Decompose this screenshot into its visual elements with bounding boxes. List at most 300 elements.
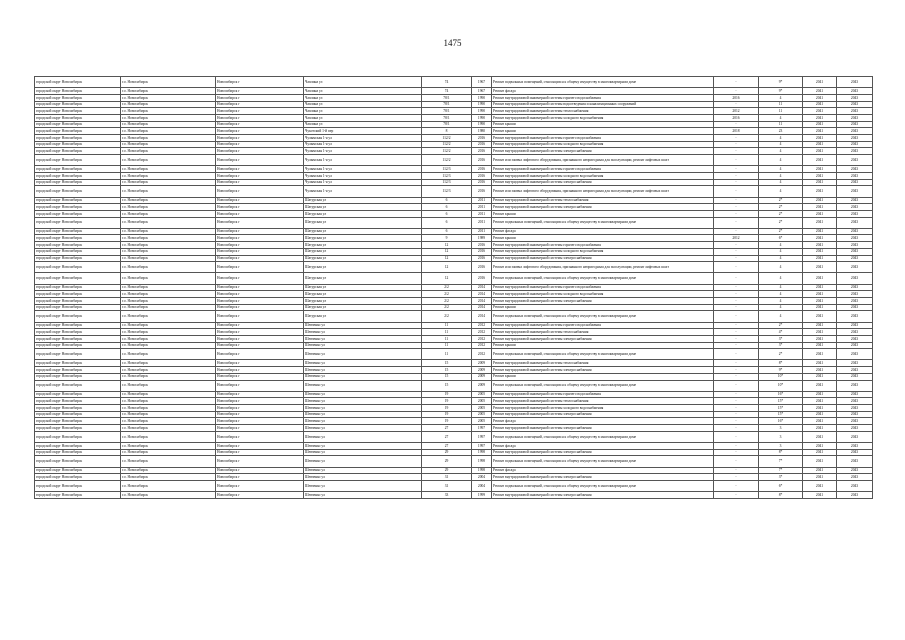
house-number-cell: 112/2 [422, 155, 472, 166]
work-type-cell: Ремонт внутридомовой инженерной системы электроснабжения [492, 179, 714, 186]
district-cell: городской округ Новосибирск [35, 284, 121, 291]
city-district-cell: г.о. Новосибирск [121, 255, 216, 262]
district-cell: городской округ Новосибирск [35, 235, 121, 242]
city-district-cell: г.о. Новосибирск [121, 179, 216, 186]
year-built-cell: 1967 [472, 77, 492, 88]
city-district-cell: г.о. Новосибирск [121, 322, 216, 329]
street-cell: Шевченко ул [304, 342, 422, 349]
settlement-cell: Новосибирск г [216, 360, 304, 367]
street-cell: Шатурская ул [304, 304, 422, 311]
last-repair-year-cell: 2012 [714, 235, 759, 242]
settlement-cell: Новосибирск г [216, 128, 304, 135]
district-cell: городской округ Новосибирск [35, 101, 121, 108]
plan-start-cell: 2041 [803, 197, 837, 204]
year-built-cell: 2009 [472, 380, 492, 391]
work-type-cell: Ремонт внутридомовой инженерной системы электроснабжения [492, 492, 714, 499]
house-number-cell: 11 [422, 329, 472, 336]
plan-end-cell: 2043 [837, 360, 873, 367]
year-built-cell: 2011 [472, 228, 492, 235]
plan-start-cell: 2041 [803, 329, 837, 336]
work-type-cell: Ремонт подвальных помещений, относящихся к общему имуществу в многоквартирном доме [492, 273, 714, 284]
settlement-cell: Новосибирск г [216, 329, 304, 336]
wear-cell: 4 [759, 166, 803, 173]
district-cell: городской округ Новосибирск [35, 94, 121, 101]
district-cell: городской округ Новосибирск [35, 204, 121, 211]
street-cell: Чаплина ул [304, 94, 422, 101]
settlement-cell: Новосибирск г [216, 456, 304, 467]
district-cell: городской округ Новосибирск [35, 141, 121, 148]
settlement-cell: Новосибирск г [216, 248, 304, 255]
settlement-cell: Новосибирск г [216, 135, 304, 142]
wear-cell: 4 [759, 155, 803, 166]
year-built-cell: 2016 [472, 148, 492, 155]
year-built-cell: 1999 [472, 492, 492, 499]
plan-end-cell: 2043 [837, 242, 873, 249]
plan-start-cell: 2041 [803, 456, 837, 467]
plan-end-cell: 2043 [837, 398, 873, 405]
last-repair-year-cell: - [714, 217, 759, 228]
plan-start-cell: 2041 [803, 101, 837, 108]
work-type-cell: Ремонт крыши [492, 210, 714, 217]
city-district-cell: г.о. Новосибирск [121, 467, 216, 474]
settlement-cell: Новосибирск г [216, 342, 304, 349]
plan-end-cell: 2043 [837, 474, 873, 481]
table-row [35, 398, 873, 405]
settlement-cell: Новосибирск г [216, 425, 304, 432]
street-cell: Шевченко ул [304, 380, 422, 391]
work-type-cell: Ремонт внутридомовой инженерной системы теплоснабжения [492, 398, 714, 405]
street-cell: Шатурская ул [304, 204, 422, 211]
work-type-cell: Ремонт крыши [492, 235, 714, 242]
city-district-cell: г.о. Новосибирск [121, 210, 216, 217]
year-built-cell: 2011 [472, 217, 492, 228]
city-district-cell: г.о. Новосибирск [121, 101, 216, 108]
settlement-cell: Новосибирск г [216, 449, 304, 456]
plan-end-cell: 2043 [837, 467, 873, 474]
district-cell: городской округ Новосибирск [35, 456, 121, 467]
page-number: 1475 [443, 38, 462, 48]
plan-start-cell: 2041 [803, 342, 837, 349]
street-cell: Шатурская ул [304, 217, 422, 228]
settlement-cell: Новосибирск г [216, 228, 304, 235]
district-cell: городской округ Новосибирск [35, 248, 121, 255]
settlement-cell: Новосибирск г [216, 242, 304, 249]
year-built-cell: 2014 [472, 311, 492, 322]
city-district-cell: г.о. Новосибирск [121, 474, 216, 481]
year-built-cell: 1990 [472, 108, 492, 115]
settlement-cell: Новосибирск г [216, 380, 304, 391]
plan-start-cell: 2041 [803, 248, 837, 255]
settlement-cell: Новосибирск г [216, 273, 304, 284]
last-repair-year-cell: - [714, 255, 759, 262]
plan-end-cell: 2043 [837, 108, 873, 115]
plan-end-cell: 2043 [837, 179, 873, 186]
street-cell: Шевченко ул [304, 398, 422, 405]
plan-start-cell: 2041 [803, 411, 837, 418]
plan-start-cell: 2041 [803, 128, 837, 135]
year-built-cell: 1990 [472, 114, 492, 121]
plan-start-cell: 2041 [803, 148, 837, 155]
table-row [35, 360, 873, 367]
city-district-cell: г.о. Новосибирск [121, 77, 216, 88]
house-number-cell: 12 [422, 273, 472, 284]
year-built-cell: 2014 [472, 304, 492, 311]
street-cell: Чаплина ул [304, 108, 422, 115]
street-cell: Шатурская ул [304, 255, 422, 262]
district-cell: городской округ Новосибирск [35, 405, 121, 412]
plan-end-cell: 2043 [837, 367, 873, 374]
street-cell: Чукотский 1-й пер [304, 128, 422, 135]
district-cell: городской округ Новосибирск [35, 179, 121, 186]
wear-cell: 4* [759, 329, 803, 336]
settlement-cell: Новосибирск г [216, 297, 304, 304]
last-repair-year-cell: 2018 [714, 128, 759, 135]
city-district-cell: г.о. Новосибирск [121, 329, 216, 336]
city-district-cell: г.о. Новосибирск [121, 449, 216, 456]
table-row [35, 443, 873, 450]
plan-start-cell: 2041 [803, 114, 837, 121]
street-cell: Шатурская ул [304, 228, 422, 235]
settlement-cell: Новосибирск г [216, 235, 304, 242]
year-built-cell: 2016 [472, 155, 492, 166]
plan-start-cell: 2041 [803, 405, 837, 412]
wear-cell: 2* [759, 217, 803, 228]
house-number-cell: 33 [422, 492, 472, 499]
year-built-cell: 1990 [472, 121, 492, 128]
wear-cell: 2* [759, 210, 803, 217]
last-repair-year-cell: - [714, 284, 759, 291]
table-row [35, 329, 873, 336]
district-cell: городской округ Новосибирск [35, 467, 121, 474]
district-cell: городской округ Новосибирск [35, 197, 121, 204]
last-repair-year-cell: 2016 [714, 94, 759, 101]
settlement-cell: Новосибирск г [216, 418, 304, 425]
last-repair-year-cell: - [714, 242, 759, 249]
plan-end-cell: 2043 [837, 443, 873, 450]
table-row [35, 474, 873, 481]
house-number-cell: 29 [422, 449, 472, 456]
settlement-cell: Новосибирск г [216, 204, 304, 211]
district-cell: городской округ Новосибирск [35, 273, 121, 284]
district-cell: городской округ Новосибирск [35, 297, 121, 304]
plan-end-cell: 2043 [837, 186, 873, 197]
plan-start-cell: 2041 [803, 262, 837, 273]
table-row [35, 77, 873, 88]
wear-cell: 4 [759, 172, 803, 179]
street-cell: Чулымская 1-я ул [304, 148, 422, 155]
work-type-cell: Ремонт фасада [492, 418, 714, 425]
plan-start-cell: 2041 [803, 449, 837, 456]
house-number-cell: 11 [422, 342, 472, 349]
wear-cell: 10* [759, 380, 803, 391]
wear-cell: 3* [759, 342, 803, 349]
city-district-cell: г.о. Новосибирск [121, 248, 216, 255]
last-repair-year-cell: - [714, 380, 759, 391]
city-district-cell: г.о. Новосибирск [121, 284, 216, 291]
wear-cell: 3* [759, 474, 803, 481]
wear-cell: 2* [759, 204, 803, 211]
street-cell: Шатурская ул [304, 210, 422, 217]
settlement-cell: Новосибирск г [216, 94, 304, 101]
table-row [35, 155, 873, 166]
settlement-cell: Новосибирск г [216, 443, 304, 450]
house-number-cell: 12 [422, 248, 472, 255]
house-number-cell: 11 [422, 335, 472, 342]
street-cell: Шевченко ул [304, 405, 422, 412]
city-district-cell: г.о. Новосибирск [121, 155, 216, 166]
table-row [35, 449, 873, 456]
last-repair-year-cell: - [714, 431, 759, 442]
district-cell: городской округ Новосибирск [35, 166, 121, 173]
work-type-cell: Ремонт внутридомовой инженерной системы горячего водоснабжения [492, 94, 714, 101]
last-repair-year-cell: - [714, 101, 759, 108]
work-type-cell: Ремонт внутридомовой инженерной системы электроснабжения [492, 411, 714, 418]
work-type-cell: Ремонт внутридомовой инженерной системы теплоснабжения [492, 329, 714, 336]
street-cell: Шевченко ул [304, 373, 422, 380]
street-cell: Шевченко ул [304, 474, 422, 481]
year-built-cell: 2012 [472, 322, 492, 329]
plan-start-cell: 2041 [803, 418, 837, 425]
last-repair-year-cell: - [714, 311, 759, 322]
work-type-cell: Ремонт или замена лифтового оборудования, признанного непригодным для эксплуатации, ремонт лифтовых шахт [492, 262, 714, 273]
year-built-cell: 2016 [472, 186, 492, 197]
work-type-cell: Ремонт внутридомовой инженерной системы электроснабжения [492, 425, 714, 432]
plan-end-cell: 2043 [837, 335, 873, 342]
plan-end-cell: 2043 [837, 456, 873, 467]
last-repair-year-cell: - [714, 121, 759, 128]
plan-end-cell: 2043 [837, 204, 873, 211]
last-repair-year-cell: - [714, 155, 759, 166]
district-cell: городской округ Новосибирск [35, 128, 121, 135]
work-type-cell: Ремонт крыши [492, 128, 714, 135]
table-row [35, 186, 873, 197]
wear-cell: 4 [759, 304, 803, 311]
plan-end-cell: 2043 [837, 418, 873, 425]
table-row [35, 172, 873, 179]
plan-end-cell: 2043 [837, 329, 873, 336]
settlement-cell: Новосибирск г [216, 367, 304, 374]
wear-cell: 8* [759, 360, 803, 367]
city-district-cell: г.о. Новосибирск [121, 367, 216, 374]
wear-cell: 2* [759, 197, 803, 204]
settlement-cell: Новосибирск г [216, 114, 304, 121]
table-row [35, 297, 873, 304]
house-number-cell: 112/3 [422, 186, 472, 197]
last-repair-year-cell: - [714, 467, 759, 474]
plan-end-cell: 2043 [837, 128, 873, 135]
work-type-cell: Ремонт крыши [492, 373, 714, 380]
plan-end-cell: 2043 [837, 197, 873, 204]
table-row [35, 492, 873, 499]
wear-cell: 6* [759, 480, 803, 491]
wear-cell: 7* [759, 467, 803, 474]
work-type-cell: Ремонт внутридомовой инженерной системы горячего водоснабжения [492, 242, 714, 249]
city-district-cell: г.о. Новосибирск [121, 431, 216, 442]
city-district-cell: г.о. Новосибирск [121, 135, 216, 142]
street-cell: Шевченко ул [304, 411, 422, 418]
city-district-cell: г.о. Новосибирск [121, 291, 216, 298]
wear-cell: 3 [759, 425, 803, 432]
district-cell: городской округ Новосибирск [35, 418, 121, 425]
city-district-cell: г.о. Новосибирск [121, 186, 216, 197]
last-repair-year-cell: - [714, 135, 759, 142]
work-type-cell: Ремонт внутридомовой инженерной системы холодного водоснабжения [492, 141, 714, 148]
table-row [35, 311, 873, 322]
plan-end-cell: 2043 [837, 255, 873, 262]
city-district-cell: г.о. Новосибирск [121, 405, 216, 412]
plan-end-cell: 2043 [837, 284, 873, 291]
plan-end-cell: 2043 [837, 405, 873, 412]
year-built-cell: 2005 [472, 418, 492, 425]
house-number-cell: 15 [422, 373, 472, 380]
settlement-cell: Новосибирск г [216, 186, 304, 197]
district-cell: городской округ Новосибирск [35, 172, 121, 179]
plan-end-cell: 2043 [837, 391, 873, 398]
plan-start-cell: 2041 [803, 235, 837, 242]
last-repair-year-cell: - [714, 166, 759, 173]
year-built-cell: 2014 [472, 284, 492, 291]
plan-end-cell: 2043 [837, 141, 873, 148]
table-row [35, 405, 873, 412]
street-cell: Чаплина ул [304, 121, 422, 128]
wear-cell: 4 [759, 297, 803, 304]
house-number-cell: 19 [422, 391, 472, 398]
plan-start-cell: 2041 [803, 335, 837, 342]
work-type-cell: Ремонт внутридомовой инженерной системы электроснабжения [492, 367, 714, 374]
last-repair-year-cell: - [714, 425, 759, 432]
city-district-cell: г.о. Новосибирск [121, 411, 216, 418]
settlement-cell: Новосибирск г [216, 121, 304, 128]
wear-cell: 4 [759, 94, 803, 101]
wear-cell: 11 [759, 101, 803, 108]
table-row [35, 114, 873, 121]
district-cell: городской округ Новосибирск [35, 449, 121, 456]
plan-end-cell: 2043 [837, 94, 873, 101]
house-number-cell: 74 [422, 77, 472, 88]
table-row [35, 242, 873, 249]
plan-end-cell: 2043 [837, 380, 873, 391]
settlement-cell: Новосибирск г [216, 405, 304, 412]
plan-start-cell: 2041 [803, 135, 837, 142]
last-repair-year-cell: - [714, 186, 759, 197]
plan-start-cell: 2041 [803, 360, 837, 367]
plan-start-cell: 2041 [803, 108, 837, 115]
street-cell: Чаплина ул [304, 77, 422, 88]
district-cell: городской округ Новосибирск [35, 329, 121, 336]
plan-start-cell: 2041 [803, 166, 837, 173]
last-repair-year-cell: - [714, 418, 759, 425]
plan-end-cell: 2043 [837, 492, 873, 499]
settlement-cell: Новосибирск г [216, 480, 304, 491]
settlement-cell: Новосибирск г [216, 262, 304, 273]
plan-start-cell: 2041 [803, 121, 837, 128]
wear-cell: 15* [759, 405, 803, 412]
city-district-cell: г.о. Новосибирск [121, 380, 216, 391]
wear-cell: 6* [759, 235, 803, 242]
house-number-cell: 19 [422, 398, 472, 405]
year-built-cell: 2004 [472, 474, 492, 481]
last-repair-year-cell: - [714, 77, 759, 88]
table-row [35, 322, 873, 329]
district-cell: городской округ Новосибирск [35, 77, 121, 88]
work-type-cell: Ремонт подвальных помещений, относящихся к общему имуществу в многоквартирном доме [492, 77, 714, 88]
year-built-cell: 2009 [472, 367, 492, 374]
work-type-cell: Ремонт или замена лифтового оборудования, признанного непригодным для эксплуатации, ремонт лифтовых шахт [492, 155, 714, 166]
wear-cell: 9* [759, 367, 803, 374]
last-repair-year-cell: - [714, 474, 759, 481]
street-cell: Шевченко ул [304, 360, 422, 367]
city-district-cell: г.о. Новосибирск [121, 228, 216, 235]
city-district-cell: г.о. Новосибирск [121, 273, 216, 284]
district-cell: городской округ Новосибирск [35, 380, 121, 391]
plan-start-cell: 2041 [803, 94, 837, 101]
settlement-cell: Новосибирск г [216, 291, 304, 298]
wear-cell: 4 [759, 284, 803, 291]
district-cell: городской округ Новосибирск [35, 262, 121, 273]
wear-cell: 11 [759, 108, 803, 115]
year-built-cell: 1998 [472, 456, 492, 467]
street-cell: Чулымская 1-я ул [304, 166, 422, 173]
house-number-cell: 19 [422, 411, 472, 418]
year-built-cell: 1997 [472, 431, 492, 442]
work-type-cell: Ремонт внутридомовой инженерной системы электроснабжения [492, 255, 714, 262]
plan-end-cell: 2043 [837, 262, 873, 273]
table-row [35, 431, 873, 442]
year-built-cell: 2012 [472, 349, 492, 360]
street-cell: Шевченко ул [304, 391, 422, 398]
year-built-cell: 2011 [472, 210, 492, 217]
last-repair-year-cell: - [714, 297, 759, 304]
house-number-cell: 2/2 [422, 311, 472, 322]
wear-cell: 4 [759, 179, 803, 186]
last-repair-year-cell: - [714, 367, 759, 374]
work-type-cell: Ремонт крыши [492, 342, 714, 349]
street-cell: Шевченко ул [304, 443, 422, 450]
plan-start-cell: 2041 [803, 431, 837, 442]
street-cell: Шевченко ул [304, 431, 422, 442]
year-built-cell: 2016 [472, 166, 492, 173]
plan-start-cell: 2041 [803, 311, 837, 322]
district-cell: городской округ Новосибирск [35, 398, 121, 405]
street-cell: Шатурская ул [304, 242, 422, 249]
table-row [35, 373, 873, 380]
wear-cell: 2* [759, 349, 803, 360]
plan-start-cell: 2041 [803, 467, 837, 474]
wear-cell: 15* [759, 411, 803, 418]
year-built-cell: 2005 [472, 411, 492, 418]
house-number-cell: 112/2 [422, 148, 472, 155]
work-type-cell: Ремонт внутридомовой инженерной системы горячего водоснабжения [492, 135, 714, 142]
plan-end-cell: 2043 [837, 411, 873, 418]
plan-start-cell: 2041 [803, 186, 837, 197]
house-number-cell: 12 [422, 255, 472, 262]
plan-start-cell: 2041 [803, 155, 837, 166]
work-type-cell: Ремонт внутридомовой инженерной системы холодного водоснабжения [492, 405, 714, 412]
settlement-cell: Новосибирск г [216, 391, 304, 398]
last-repair-year-cell: - [714, 304, 759, 311]
house-number-cell: 31 [422, 474, 472, 481]
street-cell: Шевченко ул [304, 456, 422, 467]
street-cell: Чаплина ул [304, 88, 422, 95]
work-type-cell: Ремонт внутридомовой инженерной системы электроснабжения [492, 297, 714, 304]
last-repair-year-cell: - [714, 262, 759, 273]
year-built-cell: 2012 [472, 335, 492, 342]
plan-start-cell: 2041 [803, 443, 837, 450]
plan-end-cell: 2043 [837, 273, 873, 284]
plan-start-cell: 2041 [803, 349, 837, 360]
capital-repair-table [34, 76, 873, 499]
work-type-cell: Ремонт подвальных помещений, относящихся к общему имуществу в многоквартирном доме [492, 349, 714, 360]
